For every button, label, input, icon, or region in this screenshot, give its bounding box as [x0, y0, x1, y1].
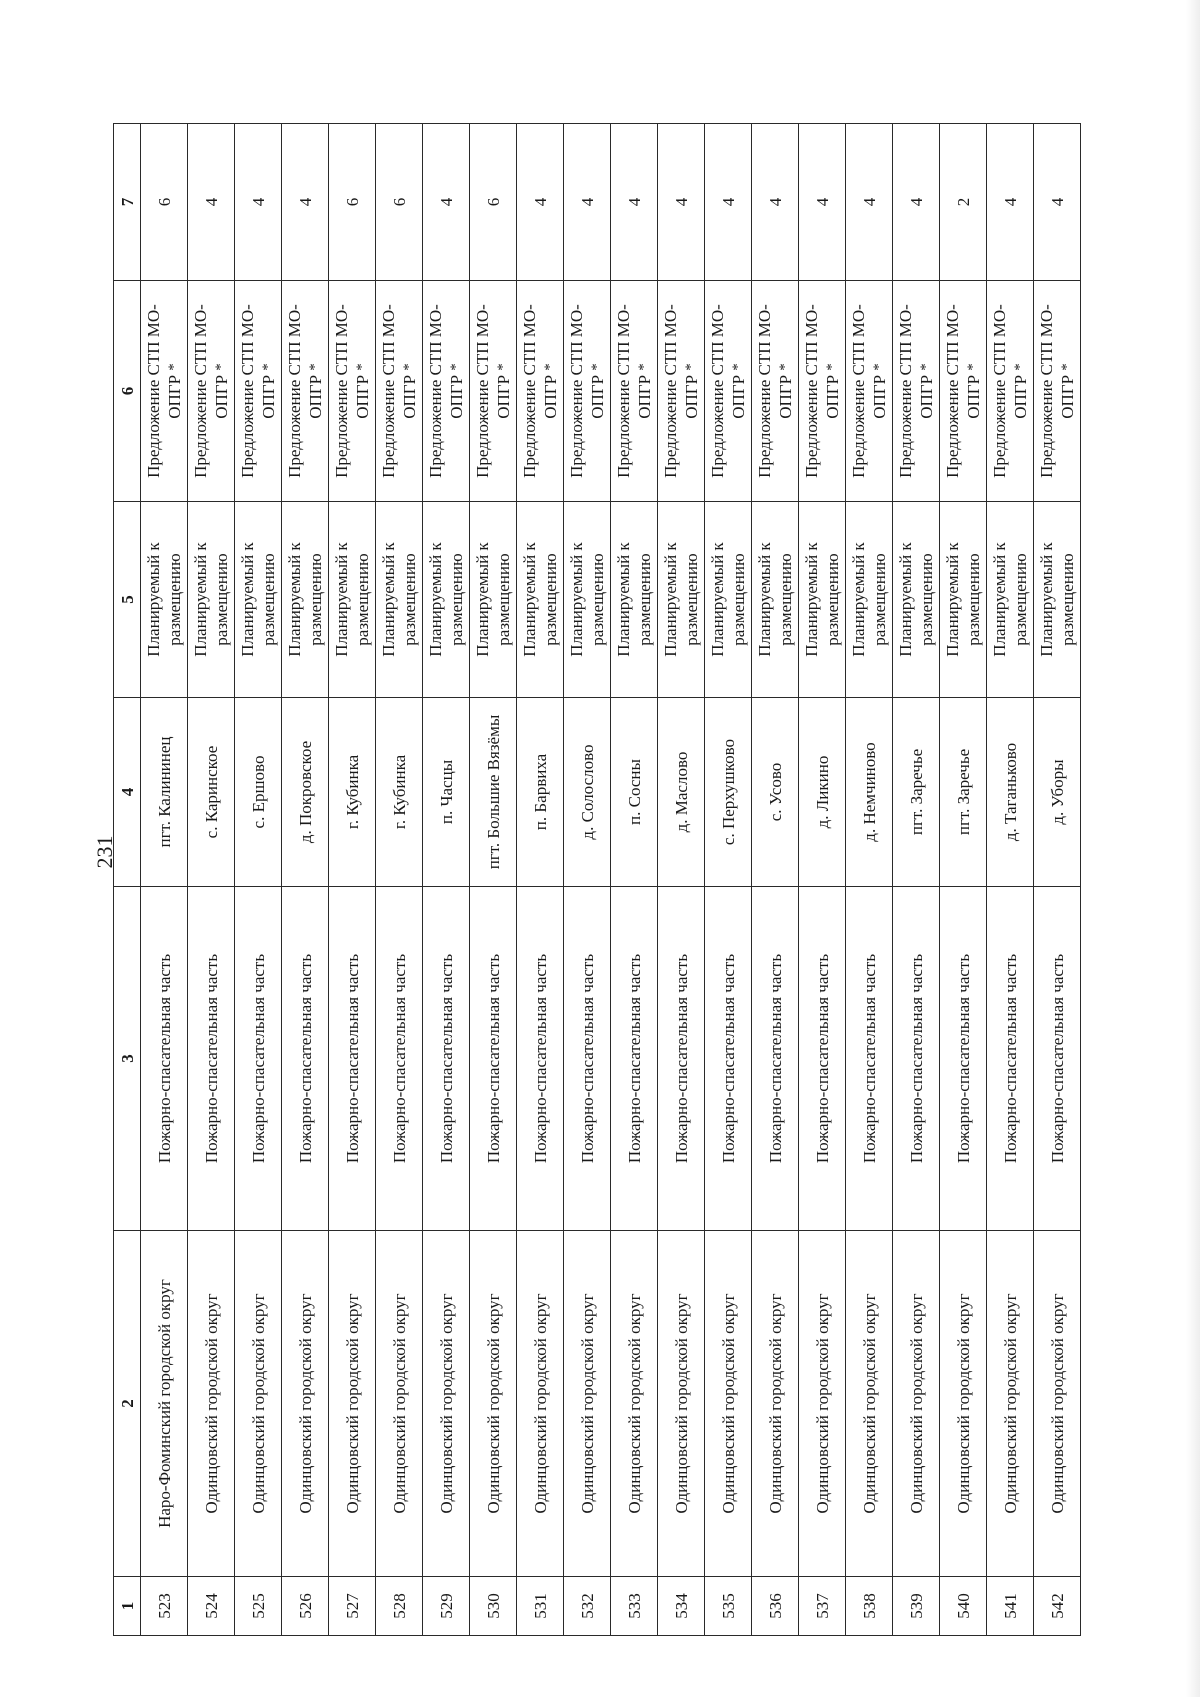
district-cell: Одинцовский городской округ	[517, 1231, 564, 1577]
table-row	[799, 124, 846, 1636]
value-cell: 4	[235, 124, 282, 281]
object-type-cell: Пожарно-спасательная часть	[705, 887, 752, 1231]
source-text: Предложение СТП МО-ОПГР	[661, 304, 701, 478]
status-cell: Планируемый к размещению	[1034, 502, 1081, 698]
status-cell: Планируемый к размещению	[658, 502, 705, 698]
status-cell: Планируемый к размещению	[893, 502, 940, 698]
column-header-7: 7	[114, 124, 141, 281]
district-cell: Одинцовский городской округ	[329, 1231, 376, 1577]
value-cell: 4	[658, 124, 705, 281]
settlement-cell: д. Таганьково	[987, 698, 1034, 887]
status-cell: Планируемый к размещению	[517, 502, 564, 698]
value-cell: 4	[1034, 124, 1081, 281]
object-type-cell: Пожарно-спасательная часть	[517, 887, 564, 1231]
status-cell: Планируемый к размещению	[376, 502, 423, 698]
object-type-cell: Пожарно-спасательная часть	[423, 887, 470, 1231]
source-cell	[376, 281, 423, 502]
column-header-3: 3	[114, 887, 141, 1231]
source-cell	[987, 281, 1034, 502]
district-cell: Одинцовский городской округ	[987, 1231, 1034, 1577]
table-row	[423, 124, 470, 1636]
source-cell	[141, 281, 188, 502]
object-type-cell: Пожарно-спасательная часть	[940, 887, 987, 1231]
settlement-cell: д. Маслово	[658, 698, 705, 887]
table-row	[846, 124, 893, 1636]
source-cell	[611, 281, 658, 502]
row-number-cell: 535	[705, 1577, 752, 1636]
status-cell: Планируемый к размещению	[940, 502, 987, 698]
source-cell	[188, 281, 235, 502]
source-cell	[282, 281, 329, 502]
source-text: Предложение СТП МО-ОПГР	[802, 304, 842, 478]
status-cell: Планируемый к размещению	[611, 502, 658, 698]
status-cell: Планируемый к размещению	[564, 502, 611, 698]
row-number-cell: 534	[658, 1577, 705, 1636]
header-row	[114, 124, 141, 1636]
value-cell: 4	[423, 124, 470, 281]
footnote-marker: *	[1059, 363, 1075, 371]
district-cell: Одинцовский городской округ	[188, 1231, 235, 1577]
table-row	[893, 124, 940, 1636]
footnote-marker: *	[965, 363, 981, 371]
district-cell: Одинцовский городской округ	[235, 1231, 282, 1577]
source-cell	[1034, 281, 1081, 502]
district-cell: Одинцовский городской округ	[705, 1231, 752, 1577]
district-cell: Одинцовский городской округ	[470, 1231, 517, 1577]
settlement-cell: д. Покровское	[282, 698, 329, 887]
object-type-cell: Пожарно-спасательная часть	[893, 887, 940, 1231]
table-row	[987, 124, 1034, 1636]
footnote-marker: *	[918, 363, 934, 371]
column-header-6: 6	[114, 281, 141, 502]
value-cell: 4	[799, 124, 846, 281]
object-type-cell: Пожарно-спасательная часть	[235, 887, 282, 1231]
object-type-cell: Пожарно-спасательная часть	[188, 887, 235, 1231]
value-cell: 6	[329, 124, 376, 281]
source-text: Предложение СТП МО-ОПГР	[755, 304, 795, 478]
table-body	[141, 124, 1081, 1636]
footnote-marker: *	[166, 363, 182, 371]
table-row	[705, 124, 752, 1636]
settlement-cell: п. Барвиха	[517, 698, 564, 887]
status-cell: Планируемый к размещению	[235, 502, 282, 698]
row-number-cell: 528	[376, 1577, 423, 1636]
row-number-cell: 531	[517, 1577, 564, 1636]
footnote-marker: *	[495, 363, 511, 371]
row-number-cell: 541	[987, 1577, 1034, 1636]
object-type-cell: Пожарно-спасательная часть	[1034, 887, 1081, 1231]
source-cell	[517, 281, 564, 502]
object-type-cell: Пожарно-спасательная часть	[987, 887, 1034, 1231]
row-number-cell: 539	[893, 1577, 940, 1636]
source-text: Предложение СТП МО-ОПГР	[1037, 304, 1077, 478]
district-cell: Одинцовский городской округ	[282, 1231, 329, 1577]
row-number-cell: 537	[799, 1577, 846, 1636]
table-row	[658, 124, 705, 1636]
table-rotation-frame	[113, 124, 1077, 1636]
object-type-cell: Пожарно-спасательная часть	[470, 887, 517, 1231]
row-number-cell: 525	[235, 1577, 282, 1636]
object-type-cell: Пожарно-спасательная часть	[658, 887, 705, 1231]
source-text: Предложение СТП МО-ОПГР	[332, 304, 372, 478]
settlement-cell: пгт. Калининец	[141, 698, 188, 887]
value-cell: 4	[987, 124, 1034, 281]
status-cell: Планируемый к размещению	[470, 502, 517, 698]
table-row	[564, 124, 611, 1636]
status-cell: Планируемый к размещению	[752, 502, 799, 698]
district-cell: Одинцовский городской округ	[564, 1231, 611, 1577]
source-text: Предложение СТП МО-ОПГР	[849, 304, 889, 478]
object-type-cell: Пожарно-спасательная часть	[752, 887, 799, 1231]
table-row	[188, 124, 235, 1636]
object-type-cell: Пожарно-спасательная часть	[564, 887, 611, 1231]
table-row	[235, 124, 282, 1636]
footnote-marker: *	[354, 363, 370, 371]
value-cell: 4	[611, 124, 658, 281]
object-type-cell: Пожарно-спасательная часть	[282, 887, 329, 1231]
settlement-cell: д. Немчиново	[846, 698, 893, 887]
value-cell: 4	[752, 124, 799, 281]
footnote-marker: *	[730, 363, 746, 371]
source-cell	[329, 281, 376, 502]
table-row	[376, 124, 423, 1636]
settlement-cell: с. Ершово	[235, 698, 282, 887]
source-cell	[893, 281, 940, 502]
source-text: Предложение СТП МО-ОПГР	[896, 304, 936, 478]
footnote-marker: *	[307, 363, 323, 371]
value-cell: 4	[188, 124, 235, 281]
district-cell: Одинцовский городской округ	[611, 1231, 658, 1577]
row-number-cell: 536	[752, 1577, 799, 1636]
footnote-marker: *	[401, 363, 417, 371]
object-type-cell: Пожарно-спасательная часть	[329, 887, 376, 1231]
settlement-cell: п. Часцы	[423, 698, 470, 887]
value-cell: 4	[564, 124, 611, 281]
status-cell: Планируемый к размещению	[329, 502, 376, 698]
settlement-cell: пгт. Заречье	[893, 698, 940, 887]
source-text: Предложение СТП МО-ОПГР	[520, 304, 560, 478]
source-text: Предложение СТП МО-ОПГР	[285, 304, 325, 478]
district-cell: Одинцовский городской округ	[1034, 1231, 1081, 1577]
source-text: Предложение СТП МО-ОПГР	[473, 304, 513, 478]
settlement-cell: д. Ликино	[799, 698, 846, 887]
row-number-cell: 532	[564, 1577, 611, 1636]
table-row	[752, 124, 799, 1636]
footnote-marker: *	[213, 363, 229, 371]
source-cell	[423, 281, 470, 502]
settlement-cell: г. Кубинка	[329, 698, 376, 887]
source-cell	[564, 281, 611, 502]
district-cell: Одинцовский городской округ	[940, 1231, 987, 1577]
footnote-marker: *	[824, 363, 840, 371]
status-cell: Планируемый к размещению	[141, 502, 188, 698]
source-text: Предложение СТП МО-ОПГР	[191, 304, 231, 478]
settlement-cell: с. Перхушково	[705, 698, 752, 887]
value-cell: 4	[517, 124, 564, 281]
table-row	[282, 124, 329, 1636]
district-cell: Одинцовский городской округ	[658, 1231, 705, 1577]
registry-table	[113, 123, 1081, 1636]
source-cell	[752, 281, 799, 502]
page-number: 231	[92, 835, 117, 869]
column-header-2: 2	[114, 1231, 141, 1577]
source-cell	[705, 281, 752, 502]
status-cell: Планируемый к размещению	[188, 502, 235, 698]
row-number-cell: 523	[141, 1577, 188, 1636]
settlement-cell: д. Уборы	[1034, 698, 1081, 887]
status-cell: Планируемый к размещению	[705, 502, 752, 698]
source-text: Предложение СТП МО-ОПГР	[426, 304, 466, 478]
settlement-cell: д. Солослово	[564, 698, 611, 887]
row-number-cell: 529	[423, 1577, 470, 1636]
table-row	[470, 124, 517, 1636]
source-text: Предложение СТП МО-ОПГР	[708, 304, 748, 478]
value-cell: 4	[705, 124, 752, 281]
value-cell: 6	[376, 124, 423, 281]
column-header-5: 5	[114, 502, 141, 698]
row-number-cell: 526	[282, 1577, 329, 1636]
source-text: Предложение СТП МО-ОПГР	[614, 304, 654, 478]
district-cell: Наро-Фоминский городской округ	[141, 1231, 188, 1577]
district-cell: Одинцовский городской округ	[893, 1231, 940, 1577]
source-text: Предложение СТП МО-ОПГР	[943, 304, 983, 478]
scan-edge	[1186, 0, 1200, 1697]
source-cell	[470, 281, 517, 502]
settlement-cell: с. Усово	[752, 698, 799, 887]
footnote-marker: *	[260, 363, 276, 371]
status-cell: Планируемый к размещению	[799, 502, 846, 698]
footnote-marker: *	[871, 363, 887, 371]
footnote-marker: *	[589, 363, 605, 371]
object-type-cell: Пожарно-спасательная часть	[611, 887, 658, 1231]
settlement-cell: пгт. Большие Вязёмы	[470, 698, 517, 887]
settlement-cell: с. Каринское	[188, 698, 235, 887]
table-row	[611, 124, 658, 1636]
footnote-marker: *	[683, 363, 699, 371]
column-header-1: 1	[114, 1577, 141, 1636]
row-number-cell: 524	[188, 1577, 235, 1636]
settlement-cell: пгт. Заречье	[940, 698, 987, 887]
value-cell: 2	[940, 124, 987, 281]
column-header-4: 4	[114, 698, 141, 887]
row-number-cell: 540	[940, 1577, 987, 1636]
value-cell: 6	[141, 124, 188, 281]
source-cell	[658, 281, 705, 502]
settlement-cell: г. Кубинка	[376, 698, 423, 887]
footnote-marker: *	[636, 363, 652, 371]
source-text: Предложение СТП МО-ОПГР	[379, 304, 419, 478]
source-cell	[799, 281, 846, 502]
district-cell: Одинцовский городской округ	[799, 1231, 846, 1577]
row-number-cell: 542	[1034, 1577, 1081, 1636]
table-row	[1034, 124, 1081, 1636]
status-cell: Планируемый к размещению	[423, 502, 470, 698]
source-text: Предложение СТП МО-ОПГР	[990, 304, 1030, 478]
district-cell: Одинцовский городской округ	[846, 1231, 893, 1577]
footnote-marker: *	[1012, 363, 1028, 371]
district-cell: Одинцовский городской округ	[376, 1231, 423, 1577]
source-text: Предложение СТП МО-ОПГР	[238, 304, 278, 478]
footnote-marker: *	[542, 363, 558, 371]
value-cell: 4	[893, 124, 940, 281]
status-cell: Планируемый к размещению	[846, 502, 893, 698]
row-number-cell: 538	[846, 1577, 893, 1636]
footnote-marker: *	[777, 363, 793, 371]
district-cell: Одинцовский городской округ	[423, 1231, 470, 1577]
source-cell	[846, 281, 893, 502]
source-cell	[940, 281, 987, 502]
value-cell: 4	[282, 124, 329, 281]
district-cell: Одинцовский городской округ	[752, 1231, 799, 1577]
status-cell: Планируемый к размещению	[282, 502, 329, 698]
status-cell: Планируемый к размещению	[987, 502, 1034, 698]
source-text: Предложение СТП МО-ОПГР	[144, 304, 184, 478]
value-cell: 4	[846, 124, 893, 281]
row-number-cell: 527	[329, 1577, 376, 1636]
object-type-cell: Пожарно-спасательная часть	[141, 887, 188, 1231]
source-text: Предложение СТП МО-ОПГР	[567, 304, 607, 478]
object-type-cell: Пожарно-спасательная часть	[799, 887, 846, 1231]
settlement-cell: п. Сосны	[611, 698, 658, 887]
table-row	[329, 124, 376, 1636]
source-cell	[235, 281, 282, 502]
table-row	[141, 124, 188, 1636]
table-row	[940, 124, 987, 1636]
object-type-cell: Пожарно-спасательная часть	[846, 887, 893, 1231]
object-type-cell: Пожарно-спасательная часть	[376, 887, 423, 1231]
footnote-marker: *	[448, 363, 464, 371]
row-number-cell: 530	[470, 1577, 517, 1636]
row-number-cell: 533	[611, 1577, 658, 1636]
value-cell: 6	[470, 124, 517, 281]
table-row	[517, 124, 564, 1636]
